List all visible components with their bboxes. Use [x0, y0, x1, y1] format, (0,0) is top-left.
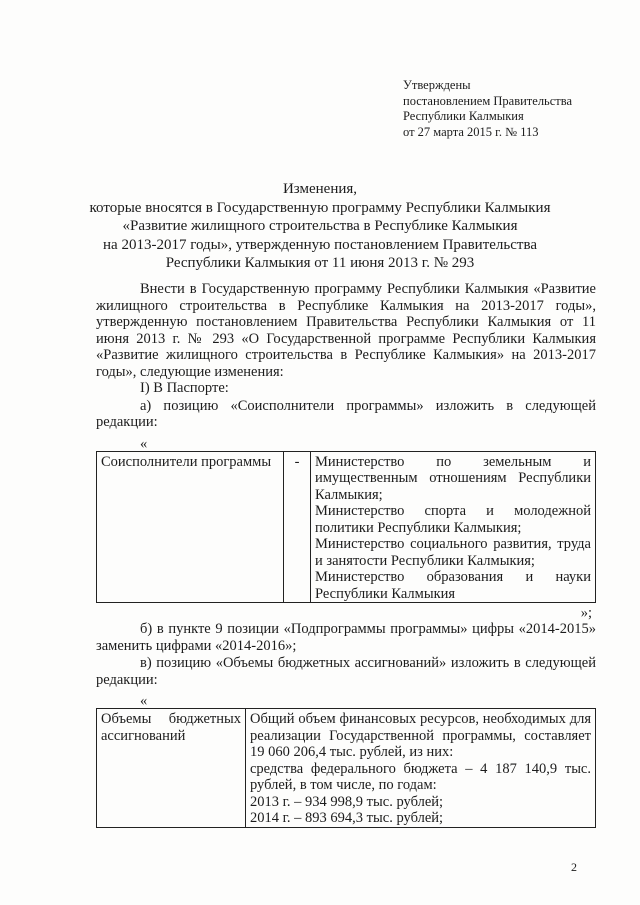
approval-stamp: [403, 78, 572, 140]
table-value-cell: [311, 451, 596, 603]
item-b-paragraph: б) в пункте 9 позиции «Подпрограммы программы» цифры «2014-2015» заменить цифрами «2014-2016»;: [96, 621, 596, 654]
table-row: [97, 709, 596, 828]
budget-line: Общий объем финансовых ресурсов, необходимых для реализации Государственной программы, составляет 19 060 206,4 тыс. рублей, из них:: [250, 711, 591, 760]
coexecutors-table: [96, 451, 596, 604]
table-row: [97, 451, 596, 603]
table-label-cell: Объемы бюджетных ассигнований: [97, 709, 246, 828]
page-number: 2: [571, 860, 577, 874]
intro-paragraph: Внести в Государственную программу Республики Калмыкия «Развитие жилищного строительства в Республике Калмыкия на 2013-2017 годы», утвержденную постановлением Правительства Республики Калмыкия от 11 июня 2013 г. № 293 «О Государственной программе Республики Калмыкия «Развитие жилищного строительства в Республике Калмыкия» на 2013-2017 годы», следующие изменения:: [96, 281, 596, 380]
budget-table: [96, 708, 596, 828]
budget-line: средства федерального бюджета – 4 187 140,9 тыс. рублей, в том числе, по годам:: [250, 760, 591, 793]
approval-line: постановлением Правительства: [403, 93, 573, 108]
title-line: «Развитие жилищного строительства в Республике Калмыкия: [122, 218, 518, 234]
item-a-paragraph: а) позицию «Соисполнители программы» изложить в следующей редакции:: [96, 397, 596, 430]
table-dash-cell: -: [284, 451, 311, 603]
closing-quote: »;: [580, 605, 592, 621]
approval-line: Республики Калмыкия: [403, 109, 524, 123]
document-body: [96, 281, 596, 828]
opening-quote: «: [140, 693, 148, 709]
coexecutor-entry: Министерство социального развития, труда и занятости Республики Калмыкия;: [315, 536, 591, 569]
coexecutor-entry: Министерство по земельным и имущественным отношениям Республики Калмыкия;: [315, 453, 591, 503]
document-title: [80, 180, 560, 273]
opening-quote: «: [140, 435, 148, 452]
item-v-paragraph: в) позицию «Объемы бюджетных ассигнований» изложить в следующей редакции:: [96, 655, 596, 688]
title-line: на 2013-2017 годы», утвержденную постановлением Правительства: [103, 236, 537, 253]
coexecutor-entry: Министерство спорта и молодежной политики Республики Калмыкия;: [315, 503, 591, 536]
budget-line: 2013 г. – 934 998,9 тыс. рублей;: [250, 793, 444, 810]
title-line: Изменения,: [282, 181, 358, 197]
coexecutor-entry: Министерство образования и науки Республики Калмыкия: [315, 569, 591, 602]
approval-line: Утверждены: [403, 78, 471, 92]
table-label-cell: Соисполнители программы: [97, 451, 284, 603]
budget-line: 2014 г. – 893 694,3 тыс. рублей;: [250, 810, 444, 826]
table-value-cell: [246, 709, 596, 828]
title-line: Республики Калмыкия от 11 июня 2013 г. № 293: [165, 255, 475, 271]
title-line: которые вносятся в Государственную программу Республики Калмыкия: [89, 199, 551, 216]
approval-line: от 27 марта 2015 г. № 113: [403, 124, 539, 139]
section-item-1: I) В Паспорте:: [140, 380, 229, 396]
